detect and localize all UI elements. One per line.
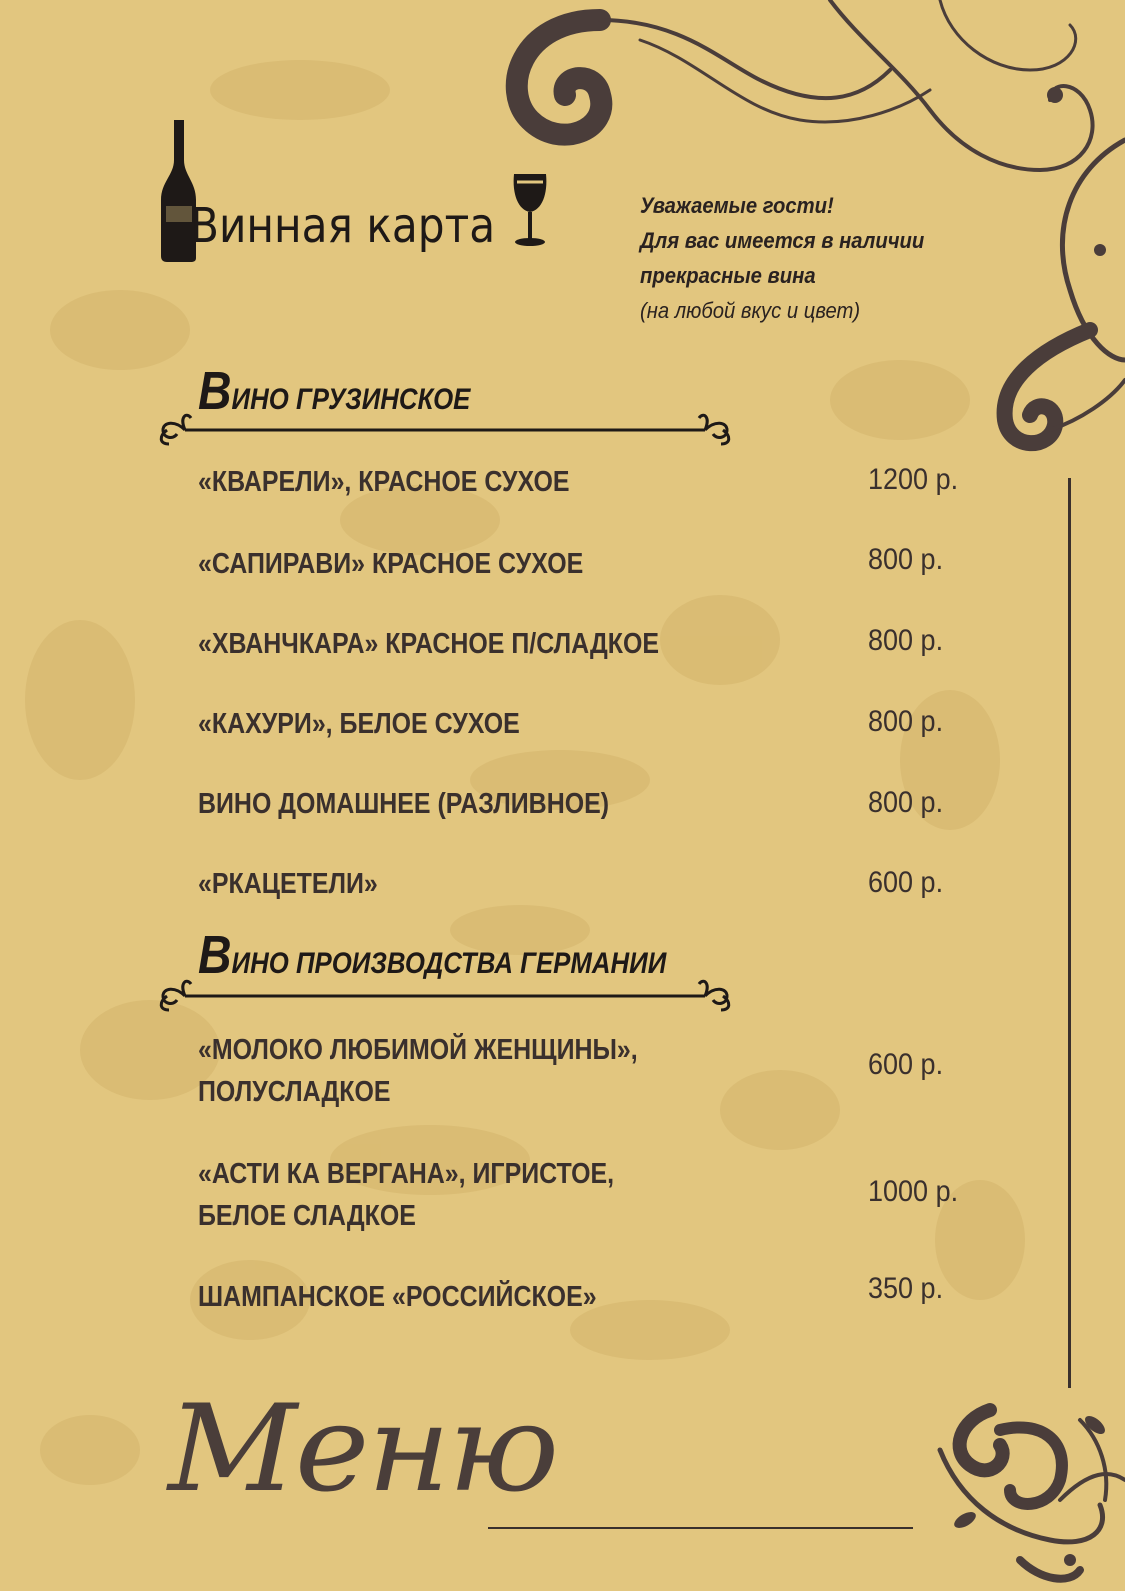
- wine-item-price: 350 р.: [868, 1272, 944, 1305]
- section-divider-ornament: [155, 976, 735, 1016]
- greeting-line: Для вас имеется в наличии: [640, 228, 925, 253]
- wine-item-name: «РКАЦЕТЕЛИ»: [198, 868, 378, 900]
- top-right-flourish-dots: [1047, 87, 1106, 256]
- wine-item-price: 600 р.: [868, 1048, 944, 1081]
- greeting-block: [640, 188, 1000, 328]
- wine-item-name: ВИНО ДОМАШНЕЕ (РАЗЛИВНОЕ): [198, 788, 610, 820]
- greeting-line: Уважаемые гости!: [640, 193, 834, 218]
- greeting-note: (на любой вкус и цвет): [640, 298, 861, 323]
- wine-glass-icon: [508, 170, 552, 248]
- wine-item-name: «МОЛОКО ЛЮБИМОЙ ЖЕНЩИНЫ»,: [198, 1034, 638, 1066]
- wine-item-name: «САПИРАВИ» КРАСНОЕ СУХОЕ: [198, 548, 584, 580]
- menu-underline: [488, 1527, 913, 1529]
- wine-item-price: 1200 р.: [868, 463, 959, 496]
- bottom-right-swirl-ornament: [940, 1410, 1125, 1579]
- greeting-line: прекрасные вина: [640, 263, 816, 288]
- bottom-right-leaves: [952, 1413, 1108, 1566]
- wine-item-name: «КАХУРИ», БЕЛОЕ СУХОЕ: [198, 708, 520, 740]
- wine-item-price: 800 р.: [868, 624, 944, 657]
- section-title-capital: В: [198, 361, 232, 421]
- wine-item-name-line2: ПОЛУСЛАДКОЕ: [198, 1076, 391, 1108]
- wine-item-name: ШАМПАНСКОЕ «РОССИЙСКОЕ»: [198, 1281, 597, 1313]
- wine-item-price: 800 р.: [868, 705, 944, 738]
- section-title-rest: ИНО ГРУЗИНСКОЕ: [231, 383, 471, 416]
- wine-item-price: 1000 р.: [868, 1175, 959, 1208]
- wine-item-name-line2: БЕЛОЕ СЛАДКОЕ: [198, 1200, 416, 1232]
- section-title-rest: ИНО ПРОИЗВОДСТВА ГЕРМАНИИ: [231, 947, 667, 980]
- wine-item-name: «АСТИ КА ВЕРГАНА», ИГРИСТОЕ,: [198, 1158, 615, 1190]
- section-title-capital: В: [198, 925, 232, 985]
- page-title: Винная карта: [190, 198, 496, 254]
- wine-item-price: 600 р.: [868, 866, 944, 899]
- wine-item-price: 800 р.: [868, 786, 944, 819]
- menu-script-title: Меню: [168, 1380, 558, 1519]
- section-divider-ornament: [155, 410, 735, 450]
- vertical-rule: [1068, 478, 1071, 1388]
- wine-item-name: «ХВАНЧКАРА» КРАСНОЕ П/СЛАДКОЕ: [198, 628, 660, 660]
- wine-item-name: «КВАРЕЛИ», КРАСНОЕ СУХОЕ: [198, 466, 570, 498]
- wine-item-price: 800 р.: [868, 543, 944, 576]
